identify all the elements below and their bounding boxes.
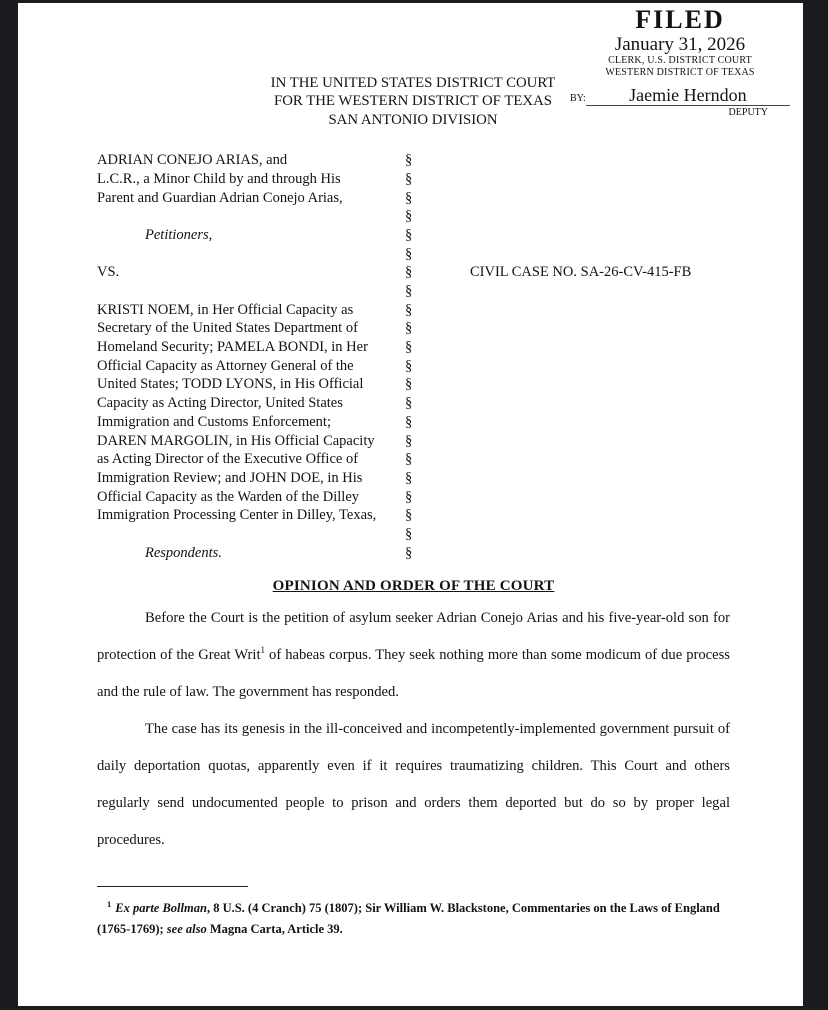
- clerk-court-line: CLERK, U.S. DISTRICT COURT: [608, 55, 752, 66]
- paragraph-2-text: The case has its genesis in the ill-conceived and incompetently-implemented government pursuit of daily deportation quotas, apparently even if it requires traumatizing children. This Court and others regularly send undocumented people to prison and orders them deported but do so by proper legal procedures.: [97, 721, 730, 849]
- caption-row-text: L.C.R., a Minor Child by and through His: [97, 170, 341, 187]
- caption-row: [97, 301, 730, 320]
- caption-row-text: [97, 525, 405, 544]
- case-caption: [97, 151, 730, 562]
- section-symbol: §: [405, 469, 413, 486]
- section-symbol: §: [405, 245, 413, 262]
- caption-row: [97, 488, 730, 507]
- caption-row: [97, 469, 730, 488]
- caption-row: [97, 375, 730, 394]
- caption-row-text: Immigration Review; and JOHN DOE, in His: [97, 469, 363, 486]
- caption-row-text: Immigration Processing Center in Dilley, Texas,: [97, 507, 377, 524]
- caption-row-text: ADRIAN CONEJO ARIAS, and: [97, 152, 288, 169]
- paragraph-2: [97, 711, 730, 859]
- section-symbol: §: [405, 301, 413, 318]
- section-symbol: §: [405, 507, 413, 524]
- caption-row-text: Secretary of the United States Department of: [97, 320, 358, 337]
- caption-row-text: [97, 245, 405, 264]
- caption-row-text: KRISTI NOEM, in Her Official Capacity as: [97, 301, 354, 318]
- section-symbol: §: [405, 339, 413, 356]
- section-symbol: §: [405, 488, 413, 505]
- footnote-reference: 1: [260, 645, 266, 656]
- section-symbol: §: [405, 189, 413, 206]
- caption-row-text: Homeland Security; PAMELA BONDI, in Her: [97, 339, 368, 356]
- section-symbol: §: [405, 544, 413, 561]
- document-page: [18, 3, 803, 1006]
- clerk-district-line: WESTERN DISTRICT OF TEXAS: [605, 66, 755, 78]
- caption-row-text: United States; TODD LYONS, in His Official: [97, 376, 364, 393]
- section-symbol: §: [405, 451, 413, 468]
- caption-row: [97, 450, 730, 469]
- caption-row-text: Official Capacity as the Warden of the Dilley: [97, 488, 360, 505]
- caption-row-text: [97, 207, 405, 226]
- opinion-title: OPINION AND ORDER OF THE COURT: [272, 578, 555, 595]
- caption-row-text: VS.: [97, 264, 120, 281]
- section-symbol: §: [405, 283, 413, 300]
- section-symbol: §: [405, 413, 413, 430]
- filed-stamp: [570, 6, 790, 118]
- filed-label: FILED: [635, 5, 725, 34]
- deputy-signature: Jaemie Herndon: [586, 85, 790, 106]
- by-signature-row: [570, 85, 790, 106]
- filed-date: January 31, 2026: [614, 34, 746, 55]
- section-symbol: §: [405, 152, 413, 169]
- paragraph-1-continued: of habeas corpus. They seek nothing more than some modicum of due process and the rule of law. The government has responded.: [97, 647, 730, 701]
- caption-row: [97, 394, 730, 413]
- footnote-number: 1: [107, 899, 112, 910]
- section-symbol: §: [405, 226, 413, 243]
- section-symbol: §: [405, 208, 413, 225]
- footnote-citation: , 8 U.S. (4 Cranch) 75 (1807); Sir William W. Blackstone, Commentaries on the Laws of England (1765-1769);: [97, 901, 720, 937]
- footnote-separator: [97, 886, 248, 887]
- footnote-case-name: Ex parte Bollman: [115, 901, 207, 916]
- case-number: CIVIL CASE NO. SA-26-CV-415-FB: [470, 264, 692, 281]
- caption-row: [97, 357, 730, 376]
- caption-row: [97, 506, 730, 525]
- caption-row-text: DAREN MARGOLIN, in His Official Capacity: [97, 432, 375, 449]
- section-symbol: §: [405, 376, 413, 393]
- caption-row: [97, 151, 730, 170]
- section-symbol: §: [405, 395, 413, 412]
- caption-row-text: Official Capacity as Attorney General of the: [97, 357, 354, 374]
- caption-row: [97, 170, 730, 189]
- court-name-line: IN THE UNITED STATES DISTRICT COURT: [270, 75, 556, 91]
- caption-row: [97, 207, 730, 226]
- section-symbol: §: [405, 432, 413, 449]
- caption-row: [97, 319, 730, 338]
- caption-row-text: Respondents.: [145, 544, 222, 561]
- caption-row: [97, 413, 730, 432]
- section-symbol: §: [405, 320, 413, 337]
- caption-row: [97, 282, 730, 301]
- caption-row: [97, 525, 730, 544]
- section-symbol: §: [405, 525, 413, 542]
- caption-row: [97, 245, 730, 264]
- caption-row: [97, 544, 730, 563]
- caption-row: [97, 226, 730, 245]
- section-symbol: §: [405, 264, 413, 281]
- caption-row-text: Parent and Guardian Adrian Conejo Arias,: [97, 189, 343, 206]
- section-symbol: §: [405, 170, 413, 187]
- caption-row: [97, 189, 730, 208]
- caption-row-text: Petitioners,: [145, 226, 213, 243]
- footnote-citation-end: Magna Carta, Article 39.: [206, 922, 343, 937]
- paragraph-1-text: Before the Court is the petition of asylum seeker Adrian Conejo Arias and his five-year-old son for protection of the Great Writ: [97, 610, 730, 664]
- caption-row-text: Immigration and Customs Enforcement;: [97, 413, 331, 430]
- by-label: BY:: [570, 93, 586, 104]
- caption-row: [97, 338, 730, 357]
- footnote-see-also: see also: [166, 922, 207, 937]
- caption-row-text: Capacity as Acting Director, United States: [97, 395, 343, 412]
- footnote-block: [97, 886, 730, 940]
- opinion-body: [97, 600, 730, 859]
- footnote-text: [97, 898, 730, 940]
- paragraph-1: [97, 600, 730, 711]
- section-symbol: §: [405, 357, 413, 374]
- caption-row-text: as Acting Director of the Executive Office of: [97, 451, 359, 468]
- caption-row-text: [97, 282, 405, 301]
- court-district-line: FOR THE WESTERN DISTRICT OF TEXAS: [273, 93, 553, 110]
- deputy-label: DEPUTY: [728, 107, 768, 118]
- caption-row: [97, 432, 730, 451]
- court-division-line: SAN ANTONIO DIVISION: [328, 111, 498, 128]
